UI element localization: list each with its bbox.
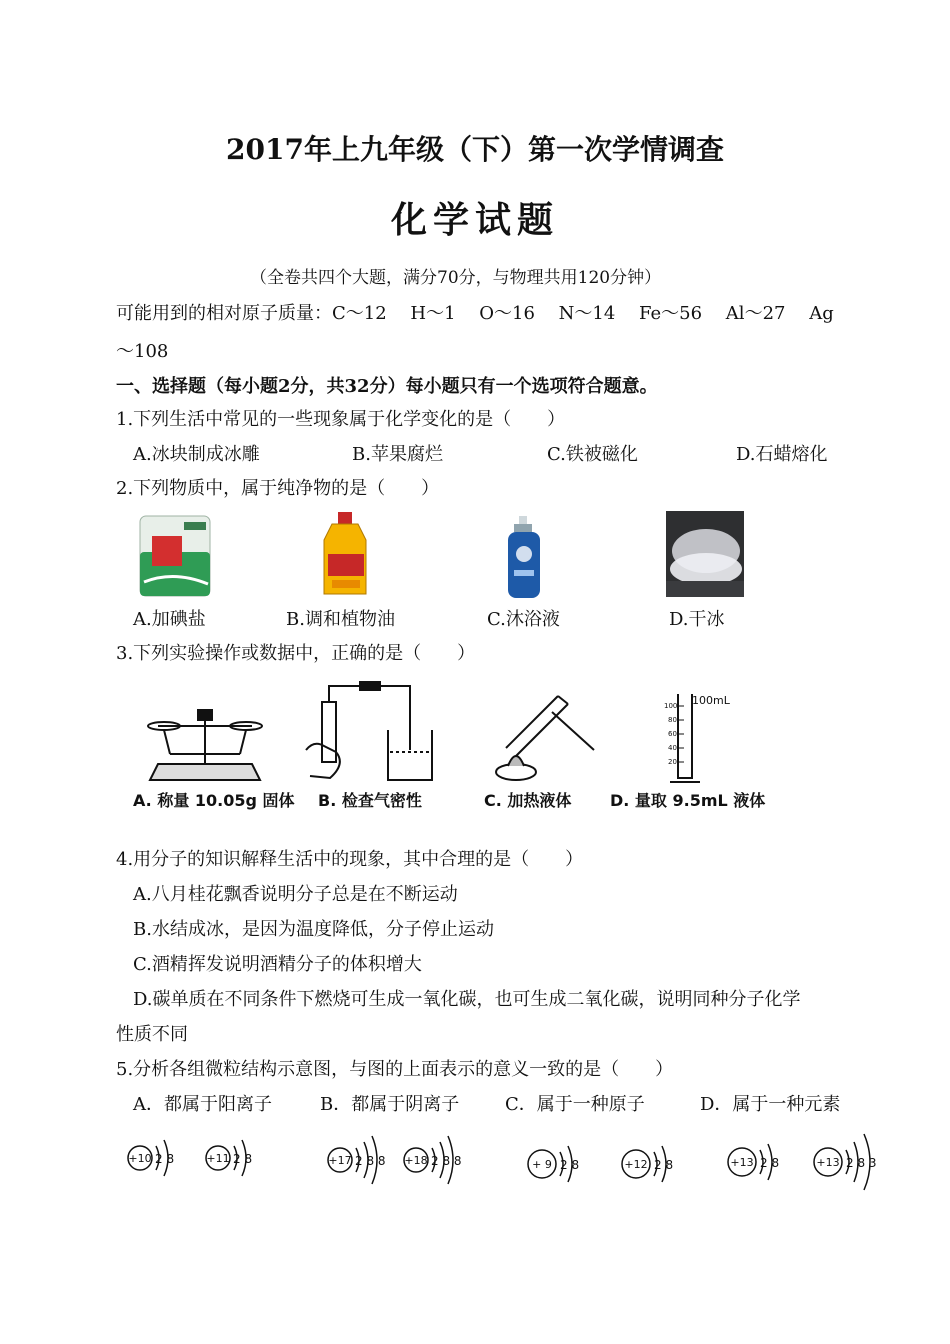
nucleus-charge: +12: [624, 1158, 648, 1171]
electron-shells: 2 8 8: [431, 1154, 462, 1168]
q2-option-c: C.沐浴液: [487, 609, 560, 630]
cylinder-tick: 60: [668, 730, 677, 738]
q4-option-a: A.八月桂花飘香说明分子总是在不断运动: [133, 884, 458, 905]
nucleus-charge: +17: [328, 1154, 352, 1167]
q3-caption-a: A. 称量 10.05g 固体: [133, 791, 295, 810]
q2-option-b: B.调和植物油: [286, 609, 395, 630]
balance-scale-image: [140, 706, 270, 786]
q2-option-a: A.加碘盐: [133, 609, 206, 630]
atom-structure-diagram: [400, 1128, 472, 1188]
atom-structure-diagram: [618, 1132, 684, 1192]
electron-shells: 2 8: [560, 1158, 580, 1172]
shower-gel-image: [502, 514, 546, 600]
exam-title: 2017年上九年级（下）第一次学情调查: [226, 133, 724, 166]
section-heading: 一、选择题（每小题2分，共32分）每小题只有一个选项符合题意。: [116, 376, 658, 397]
electron-shells: 2 8: [155, 1152, 175, 1166]
atom-structure-diagram: [202, 1128, 264, 1188]
atom-structure-diagram: [524, 1132, 590, 1192]
atomic-mass-line-cont: ～108: [116, 341, 169, 362]
atom-structure-diagram: [810, 1126, 890, 1194]
electron-shells: 2 8: [654, 1158, 674, 1172]
nucleus-charge: +18: [404, 1154, 428, 1167]
q1-option-d: D.石蜡熔化: [736, 444, 828, 465]
airtightness-apparatus-image: [300, 680, 440, 786]
electron-shells: 2 8: [233, 1152, 253, 1166]
dry-ice-image: [666, 511, 744, 597]
electron-shells: 2 8 3: [846, 1156, 877, 1170]
heating-liquid-image: [488, 686, 598, 786]
q3-caption-c: C. 加热液体: [484, 791, 572, 810]
vegetable-oil-image: [318, 510, 374, 600]
q1-option-a: A.冰块制成冰雕: [133, 444, 260, 465]
q5-option-c: C．属于一种原子: [505, 1094, 645, 1115]
nucleus-charge: +13: [816, 1156, 840, 1169]
graduated-cylinder-image: [662, 690, 762, 786]
electron-shells: 2 8: [760, 1156, 780, 1170]
cylinder-tick: 40: [668, 744, 677, 752]
cylinder-tick: 20: [668, 758, 677, 766]
question-2-stem: 2.下列物质中，属于纯净物的是（ ）: [116, 478, 440, 499]
q4-option-d-cont: 性质不同: [116, 1024, 188, 1045]
electron-shells: 2 8 8: [355, 1154, 386, 1168]
cylinder-tick: 80: [668, 716, 677, 724]
q3-caption-b: B. 检查气密性: [318, 791, 422, 810]
q5-option-a: A．都属于阳离子: [133, 1094, 272, 1115]
nucleus-charge: +13: [730, 1156, 754, 1169]
q1-option-b: B.苹果腐烂: [352, 444, 443, 465]
exam-info: （全卷共四个大题，满分70分，与物理共用120分钟）: [250, 268, 662, 288]
question-4-stem: 4.用分子的知识解释生活中的现象，其中合理的是（ ）: [116, 849, 584, 870]
nucleus-charge: + 9: [532, 1158, 552, 1171]
question-5-stem: 5.分析各组微粒结构示意图，与图的上面表示的意义一致的是（ ）: [116, 1059, 674, 1080]
atom-structure-diagram: [724, 1130, 790, 1190]
atom-structure-diagram: [124, 1128, 186, 1188]
q4-option-d: D.碳单质在不同条件下燃烧可生成一氧化碳，也可生成二氧化碳，说明同种分子化学: [133, 989, 801, 1010]
nucleus-charge: +10: [128, 1152, 152, 1165]
q4-option-b: B.水结成冰，是因为温度降低，分子停止运动: [133, 919, 494, 940]
q1-option-c: C.铁被磁化: [547, 444, 638, 465]
q3-caption-d: D. 量取 9.5mL 液体: [610, 791, 766, 810]
q4-option-c: C.酒精挥发说明酒精分子的体积增大: [133, 954, 422, 975]
subject-title: 化学试题: [390, 199, 559, 241]
atom-structure-diagram: [324, 1128, 396, 1188]
atomic-mass-line: 可能用到的相对原子质量：C～12 H～1 O～16 N～14 Fe～56 Al～27 Ag: [116, 303, 834, 324]
iodized-salt-image: [138, 512, 212, 598]
question-1-stem: 1.下列生活中常见的一些现象属于化学变化的是（ ）: [116, 409, 566, 430]
cylinder-tick: 100: [664, 702, 678, 710]
cylinder-label: 100mL: [692, 694, 730, 707]
q2-option-d: D.干冰: [669, 609, 725, 630]
q5-option-d: D．属于一种元素: [700, 1094, 841, 1115]
q5-option-b: B．都属于阴离子: [320, 1094, 460, 1115]
nucleus-charge: +11: [206, 1152, 230, 1165]
question-3-stem: 3.下列实验操作或数据中，正确的是（ ）: [116, 643, 476, 664]
